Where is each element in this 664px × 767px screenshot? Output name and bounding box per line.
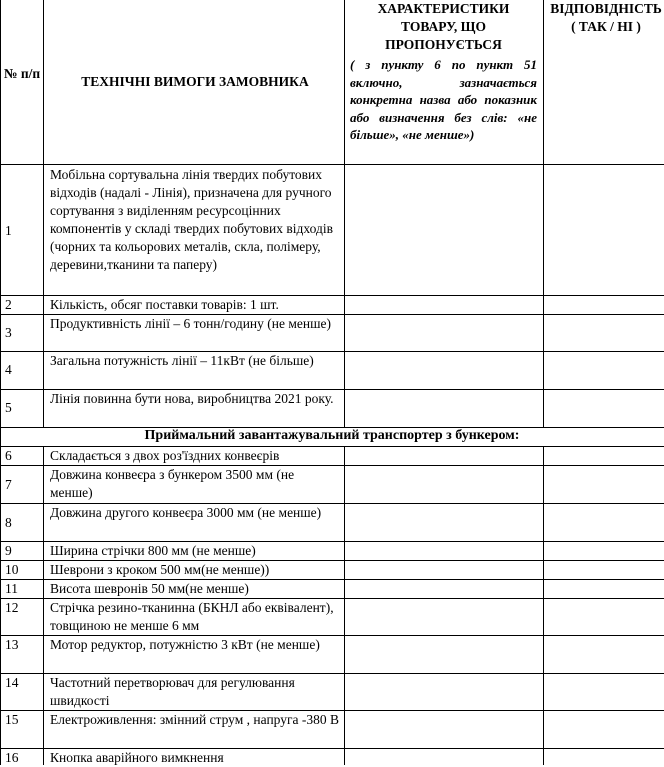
row-num: 4 bbox=[5, 362, 12, 377]
row-requirement: Мобільна сортувальна лінія твердих побутових відходів (надалі - Лінія), призначена для ручного сортування з виділенням ресурсоцінних компонентів у складі твердих побутових відходів (чорних та кольорових металів, скла, полімеру, деревини,тканини та паперу) bbox=[50, 167, 333, 272]
row-requirement: Електроживлення: змінний струм , напруга -380 В bbox=[50, 712, 340, 727]
row-requirement: Продуктивність лінії – 6 тонн/годину (не менше) bbox=[50, 316, 332, 331]
row-num: 1 bbox=[5, 223, 12, 238]
row-num: 7 bbox=[5, 477, 12, 492]
header-characteristics: ХАРАКТЕРИСТИКИ ТОВАРУ, ЩО ПРОПОНУЄТЬСЯ bbox=[377, 1, 510, 52]
row-num: 3 bbox=[5, 325, 12, 340]
row-num: 15 bbox=[5, 712, 19, 727]
header-requirements: ТЕХНІЧНІ ВИМОГИ ЗАМОВНИКА bbox=[81, 74, 309, 89]
section-title: Приймальний завантажувальний транспортер з бункером: bbox=[144, 428, 520, 443]
row-requirement: Висота шевронів 50 мм(не менше) bbox=[50, 581, 249, 596]
row-num: 13 bbox=[5, 637, 19, 652]
row-requirement: Ширина стрічки 800 мм (не менше) bbox=[50, 543, 256, 558]
row-requirement: Довжина конвеєра з бункером 3500 мм (не менше) bbox=[50, 467, 295, 500]
row-requirement: Кнопка аварійного вимкнення bbox=[50, 750, 224, 765]
row-requirement: Складається з двох роз'їздних конвеєрів bbox=[50, 448, 280, 463]
row-num: 12 bbox=[5, 600, 19, 615]
row-requirement: Загальна потужність лінії – 11кВт (не більше) bbox=[50, 353, 314, 368]
row-num: 16 bbox=[5, 750, 19, 765]
row-requirement: Частотний перетворювач для регулювання швидкості bbox=[50, 675, 295, 708]
row-requirement: Лінія повинна бути нова, виробництва 2021 року. bbox=[50, 391, 334, 406]
row-requirement: Стрічка резино-тканинна (БКНЛ або еквівалент), товщиною не менше 6 мм bbox=[50, 600, 334, 633]
row-num: 11 bbox=[5, 581, 18, 596]
row-num: 14 bbox=[5, 675, 19, 690]
row-num: 9 bbox=[5, 543, 12, 558]
header-characteristics-note: ( з пункту 6 по пункт 51 включно, зазначається конкретна назва або показник або визначення без слів: «не більше», «не менше») bbox=[350, 57, 537, 142]
row-requirement: Шеврони з кроком 500 мм(не менше)) bbox=[50, 562, 270, 577]
row-requirement: Довжина другого конвеєра 3000 мм (не менше) bbox=[50, 505, 322, 520]
row-num: 10 bbox=[5, 562, 19, 577]
header-compliance: ВІДПОВІДНІСТЬ ( ТАК / НІ ) bbox=[550, 1, 662, 34]
row-num: 5 bbox=[5, 400, 12, 415]
row-num: 8 bbox=[5, 515, 12, 530]
row-requirement: Мотор редуктор, потужністю 3 кВт (не менше) bbox=[50, 637, 320, 652]
header-num: № п/п bbox=[3, 66, 41, 81]
row-num: 6 bbox=[5, 448, 12, 463]
row-requirement: Кількість, обсяг поставки товарів: 1 шт. bbox=[50, 297, 279, 312]
row-num: 2 bbox=[5, 297, 12, 312]
